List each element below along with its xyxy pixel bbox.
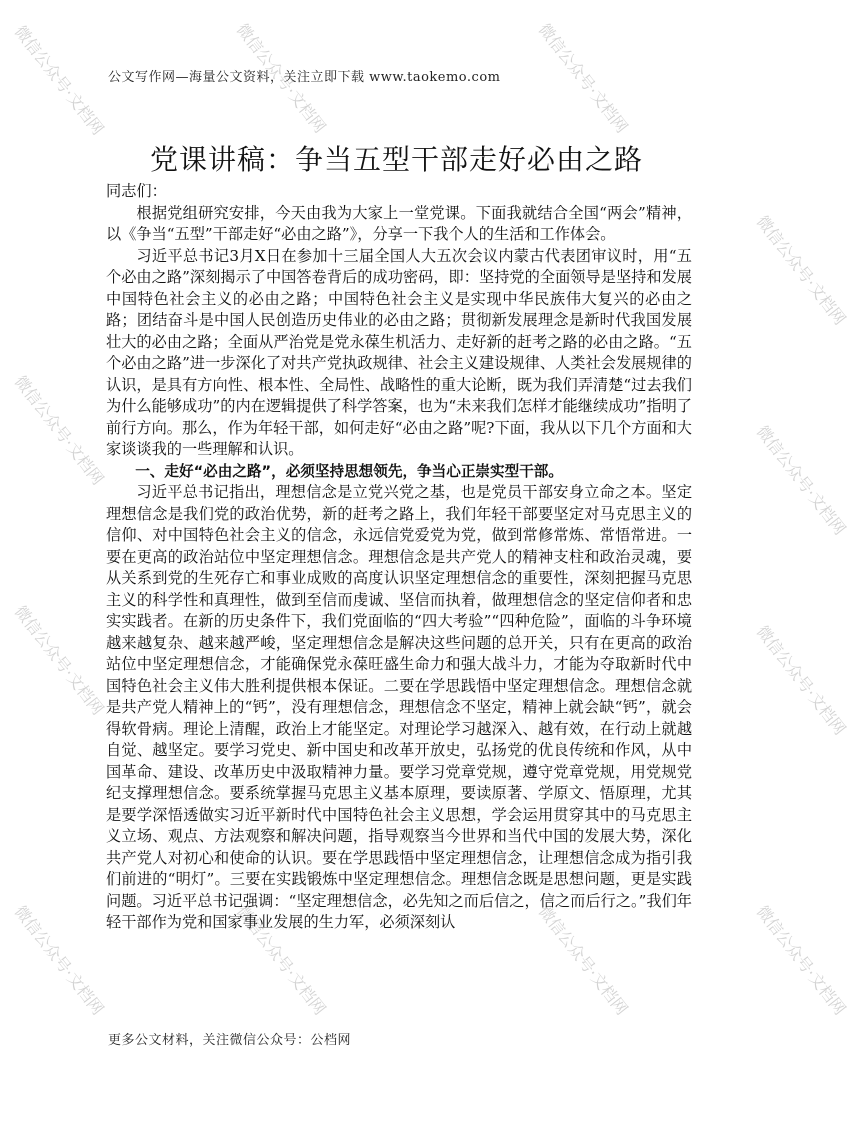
paragraph: 根据党组研究安排，今天由我为大家上一堂党课。下面我就结合全国“两会”精神，以《争当“五型”干部走好“必由之路”》，分享一下我个人的生活和工作体会。 [106,203,692,243]
salutation: 同志们： [106,182,167,200]
paragraph: 习近平总书记指出，理想信念是立党兴党之基，也是党员干部安身立命之本。坚定理想信念是我们党的政治优势，新的赶考之路上，我们年轻干部要坚定对马克思主义的信仰、对中国特色社会主义的信念，永远信党爱党为党，做到常修常炼、常悟常进。一要在更高的政治站位中坚定理想信念。理想信念是共产党人的精神支柱和政治灵魂，要从关系到党的生死存亡和事业成败的高度认识坚定理想信念的重要性，深刻把握马克思主义的科学性和真理性，做到至信而虔诚、坚信而执着，做理想信念的坚定信仰者和忠实实践者。在新的历史条件下，我们党面临的“四大考验”“四种危险”，面临的斗争环境越来越复杂、越来越严峻，坚定理想信念是解决这些问题的总开关，只有在更高的政治站位中坚定理想信念，才能确保党永葆旺盛生命力和强大战斗力，才能为夺取新时代中国特色社会主义伟大胜利提供根本保证。二要在学思践悟中坚定理想信念。理想信念就是共产党人精神上的“钙”，没有理想信念，理想信念不坚定，精神上就会缺“钙”，就会得软骨病。理论上清醒，政治上才能坚定。对理论学习越深入、越有效，在行动上就越自觉、越坚定。要学习党史、新中国史和改革开放史，弘扬党的优良传统和作风，从中国革命、建设、改革历史中汲取精神力量。要学习党章党规，遵守党章党规，用党规党纪支撑理想信念。要系统掌握马克思主义基本原理，要读原著、学原文、悟原理，尤其是要学深悟透做实习近平新时代中国特色社会主义思想，学会运用贯穿其中的马克思主义立场、观点、方法观察和解决问题，指导观察当今世界和当代中国的发展大势，深化共产党人对初心和使命的认识。要在学思践悟中坚定理想信念，让理想信念成为指引我们前进的“明灯”。三要在实践锻炼中坚定理想信念。理想信念既是思想问题，更是实践问题。习近平总书记强调：“坚定理想信念，必先知之而后信之，信之而后行之。”我们年轻干部作为党和国家事业发展的生力军，必须深刻认 [106,483,692,931]
watermark: 微信公众号·文档网 [10,601,108,719]
watermark: 微信公众号·文档网 [232,19,330,137]
paragraph: 习近平总书记3月X日在参加十三届全国人大五次会议内蒙古代表团审议时，用“五个必由之路”深刻揭示了中国答卷背后的成功密码，即：坚持党的全面领导是坚持和发展中国特色社会主义的必由之路；中国特色社会主义是实现中华民族伟大复兴的必由之路；团结奋斗是中国人民创造历史伟业的必由之路；贯彻新发展理念是新时代我国发展壮大的必由之路；全面从严治党是党永葆生机活力、走好新的赶考之路的必由之路。“五个必由之路”进一步深化了对共产党执政规律、社会主义建设规律、人类社会发展规律的认识，是具有方向性、根本性、全局性、战略性的重大论断，既为我们弄清楚“过去我们为什么能够成功”的内在逻辑提供了科学答案，也为“未来我们怎样才能继续成功”指明了前行方向。那么，作为年轻干部，如何走好“必由之路”呢?下面，我从以下几个方面和大家谈谈我的一些理解和认识。 [106,246,692,458]
watermark: 微信公众号·文档网 [10,21,108,139]
watermark: 微信公众号·文档网 [10,371,108,489]
watermark: 微信公众号·文档网 [752,621,850,739]
watermark: 微信公众号·文档网 [232,901,330,1019]
watermark: 微信公众号·文档网 [752,421,850,539]
document-body [106,181,692,934]
page-footer: 更多公文材料，关注微信公众号：公档网 [108,1033,352,1048]
watermark: 微信公众号·文档网 [10,901,108,1019]
watermark: 微信公众号·文档网 [752,901,850,1019]
watermark: 微信公众号·文档网 [752,211,850,329]
document-title: 党课讲稿：争当五型干部走好必由之路 [149,143,643,176]
section-heading: 一、走好“必由之路”，必须坚持思想领先，争当心正崇实型干部。 [135,462,563,480]
page-header: 公文写作网—海量公文资料，关注立即下载 www.taokemo.com [108,70,501,85]
watermark: 微信公众号·文档网 [534,19,632,137]
watermark: 微信公众号·文档网 [534,901,632,1019]
